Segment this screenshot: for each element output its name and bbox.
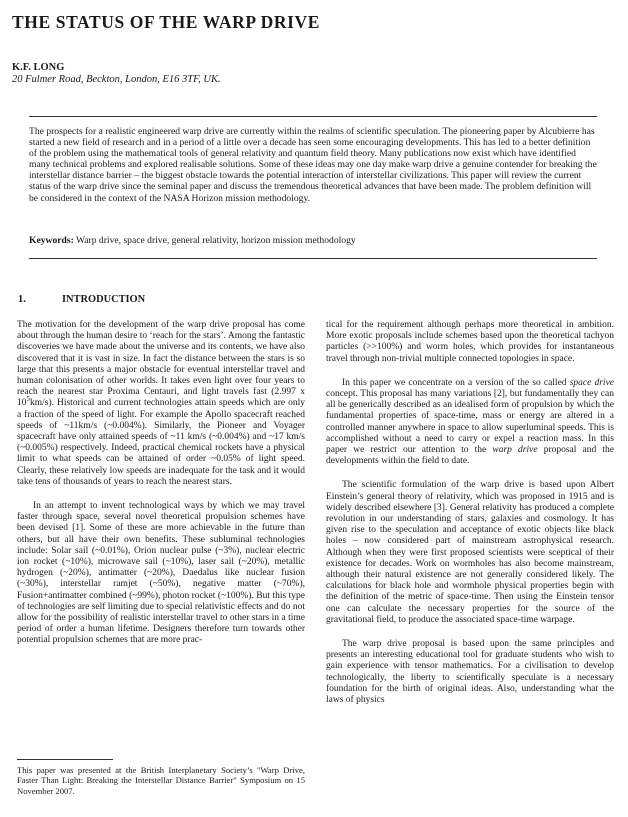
emphasis-space-drive: space drive <box>569 377 615 388</box>
emphasis-warp-drive: warp drive <box>492 445 538 456</box>
author-name: K.F. LONG <box>12 62 65 73</box>
right-p2-part-a: In this paper we concentrate on a version of the so called <box>342 377 570 388</box>
right-column <box>326 320 614 719</box>
abstract-bottom-rule <box>29 258 597 259</box>
section-heading <box>18 294 145 305</box>
paper-title: THE STATUS OF THE WARP DRIVE <box>12 12 321 32</box>
footnote-rule <box>17 759 113 760</box>
abstract-text: The prospects for a realistic engineered warp drive are currently within the realms of scientific speculation. The pioneering paper by Alcubierre has started a new field of research and in a period of a little over a decade has seen some encouraging developments. This has led to a better definition of the problem using the mathematical tools of general relativity and quantum field theory. Many publications now exist which have identified many technical problems and explored realisable solutions. Some of these ideas may one day make warp drive a genuine contender for breaking the interstellar distance barrier – the biggest obstacle towards the potential interaction of interstellar civilizations. This paper will review the current status of the warp drive since the seminal paper and discuss the tremendous theoretical advances that have been made. The problem definition will be considered in the context of the NASA Horizon mission methodology. <box>29 126 597 204</box>
left-paragraph-2: In an attempt to invent technological ways by which we may travel faster through space, several novel theoretical propulsion schemes have been devised [1]. Some of these are more achievable in the future than others, but all have their own benefits. These subluminal technologies include: Solar sail (~0.01%), Orion nuclear pulse (~3%), nuclear electric ion rocket (~10%), microwave sail (~10%), laser sail (~20%), metallic hydrogen (~20%), antimatter (~20%), Daedalus like nuclear fusion (~30%), interstellar ramjet (~50%), negative matter (~70%), Fusion+antimatter combined (~99%), photon rocket (~100%). But this type of technologies are self limiting due to special relativistic effects and do not allow for the possibility of realistic interstellar travel to other stars in a time period of order a human lifetime. Designers therefore turn towards other potential propulsion schemes that are more prac- <box>17 501 305 646</box>
right-paragraph-2 <box>326 378 614 468</box>
keywords-list: Warp drive, space drive, general relativity, horizon mission methodology <box>76 235 356 246</box>
keywords-label: Keywords: <box>29 235 74 246</box>
right-paragraph-1: tical for the requirement although perhaps more theoretical in ambition. More exotic proposals include schemes based upon the theoretical tachyon particles (>>100%) and worm holes, which provides for instantaneous travel through non-trivial multiple connected topologies in space. <box>326 320 614 364</box>
author-address: 20 Fulmer Road, Beckton, London, E16 3TF, UK. <box>12 74 221 85</box>
keywords-line <box>29 235 597 246</box>
left-p1-part-b: km/s). Historical and current technologies attain speeds which are only a fraction of the speed of light. For example the Apollo spacecraft reached speeds of ~11km/s (~0.004%). Similarly, the Pioneer and Voyager spacecraft have only attained speeds of ~11 km/s (~0.004%) and ~17 km/s (~0.005%) respectively. Indeed, practical chemical rockets have a physical limit to what speeds can be attained of order ~0.05% of light speed. Clearly, these relatively low speeds are inadequate for the task and it would take tens of thousands of years to reach the nearest stars. <box>17 398 305 487</box>
section-title: INTRODUCTION <box>62 294 146 305</box>
right-paragraph-4: The warp drive proposal is based upon the same principles and presents an interesting educational tool for graduate students who wish to gain experience with tensor mathematics. For a civilisation to develop technologically, the liberty to scientifically speculate is a necessary foundation for the birth of original ideas. Also, understanding what the laws of physics <box>326 639 614 706</box>
left-column <box>17 320 305 660</box>
right-paragraph-3: The scientific formulation of the warp drive is based upon Albert Einstein’s general theory of relativity, which was proposed in 1915 and is widely described elsewhere [3]. General relativity has produced a complete revolution in our understanding of stars, galaxies and cosmology. It has given rise to the speculation and acceptance of exotic objects like black holes – now considered part of mainstream astrophysical research. Although when they were first proposed scientists were sceptical of their existence for decades. Work on wormholes has also become mainstream, although their natural existence are not generally considered likely. The calculations for black hole and wormhole physical properties begin with the definition of the metric of space-time. Then using the Einstein tensor one can calculate the necessary properties for the source of the gravitational field, to produce the associated space-time warpage. <box>326 480 614 625</box>
left-p1-part-a: The motivation for the development of the warp drive proposal has come about through the human desire to ‘reach for the stars’. Among the fantastic discoveries we have made about the universe and its contents, we have also discovered that it is vast in size. In fact the distance between the stars is so large that this presents a major obstacle for eventual interstellar travel and human colonisation of other worlds. It takes even light over four years to reach the nearest star Proxima Centauri, and light travels fast (2.997 x 10 <box>17 320 305 409</box>
right-p2-part-c: proposal and the developments within the field to date. <box>326 445 614 467</box>
footnote: This paper was presented at the British Interplanetary Society’s "Warp Drive, Faster Than Light: Breaking the Interstellar Distance Barrier" Symposium on 15 November 2007. <box>17 765 305 796</box>
abstract-top-rule <box>29 116 597 117</box>
left-paragraph-1 <box>17 320 305 488</box>
exponent: 5 <box>26 395 30 404</box>
right-p2-part-b: concept. This proposal has many variations [2], but fundamentally they can all be generically described as an idealised form of propulsion by which the fundamental properties of space-time, mass or energy are altered in a controlled manner anywhere in space to allow superluminal speeds. This is accomplished without a need to carry or expel a reaction mass. In this paper we restrict our attention to the <box>326 389 614 456</box>
section-number: 1. <box>18 294 26 305</box>
